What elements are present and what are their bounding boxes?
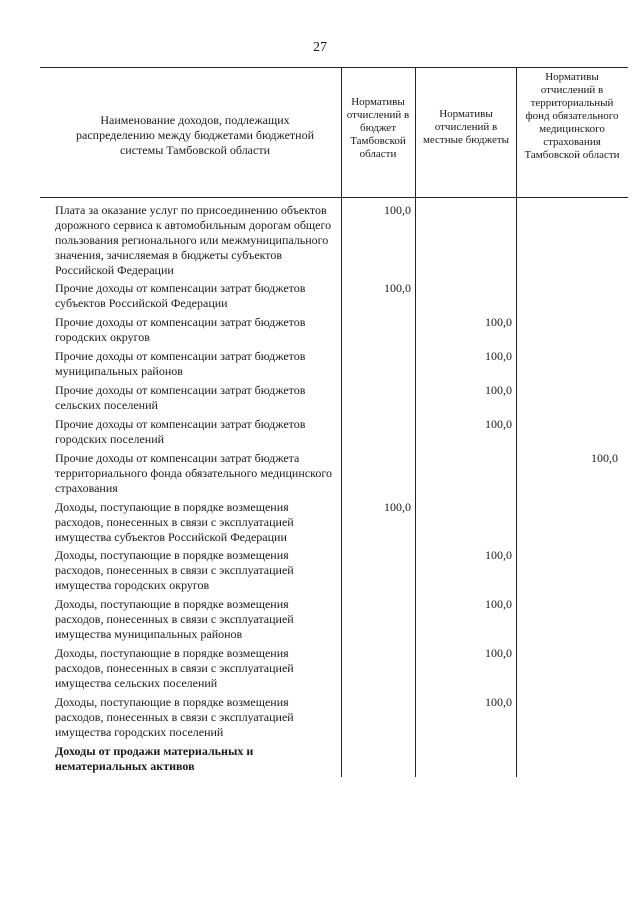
page-number: 27 — [313, 40, 327, 55]
header-col-regional: Нормативы отчислений в бюджет Тамбовской области — [346, 96, 410, 160]
row-name: Доходы от продажи материальных и нематериальных активов — [55, 744, 254, 773]
row-name: Доходы, поступающие в порядке возмещения расходов, понесенных в связи с эксплуатацией имущества субъектов Российской Федерации — [55, 500, 294, 544]
header-col-local: Нормативы отчислений в местные бюджеты — [422, 108, 510, 146]
table-top-rule — [40, 67, 628, 68]
row-name: Прочие доходы от компенсации затрат бюджета территориального фонда обязательного медицинского страхования — [55, 451, 332, 495]
column-divider-2 — [415, 67, 416, 777]
row-name: Доходы, поступающие в порядке возмещения расходов, понесенных в связи с эксплуатацией имущества сельских поселений — [55, 646, 294, 690]
row-value-local: 100,0 — [485, 315, 512, 329]
column-divider-3 — [516, 67, 517, 777]
row-name: Доходы, поступающие в порядке возмещения расходов, понесенных в связи с эксплуатацией имущества муниципальных районов — [55, 597, 294, 641]
row-value-local: 100,0 — [485, 349, 512, 363]
row-value-regional: 100,0 — [384, 500, 411, 514]
row-name: Доходы, поступающие в порядке возмещения расходов, понесенных в связи с эксплуатацией имущества городских поселений — [55, 695, 294, 739]
row-value-local: 100,0 — [485, 548, 512, 562]
row-value-regional: 100,0 — [384, 203, 411, 217]
row-value-regional: 100,0 — [384, 281, 411, 295]
row-value-local: 100,0 — [485, 597, 512, 611]
row-name: Плата за оказание услуг по присоединению объектов дорожного сервиса к автомобильным дорогам общего пользования регионального или межмуниципального значения, зачисляемая в бюджеты субъектов Российской Федерации — [55, 203, 332, 277]
row-value-fund: 100,0 — [591, 451, 618, 465]
header-col-name: Наименование доходов, подлежащих распределению между бюджетами бюджетной системы Тамбовской области — [76, 113, 314, 157]
row-value-local: 100,0 — [485, 417, 512, 431]
row-value-local: 100,0 — [485, 695, 512, 709]
row-name: Прочие доходы от компенсации затрат бюджетов сельских поселений — [55, 383, 306, 412]
header-col-fund: Нормативы отчислений в территориальный фонд обязательного медицинского страхования Тамбовской области — [524, 71, 620, 161]
row-value-local: 100,0 — [485, 646, 512, 660]
row-name: Доходы, поступающие в порядке возмещения расходов, понесенных в связи с эксплуатацией имущества городских округов — [55, 548, 294, 592]
column-divider-1 — [341, 67, 342, 777]
row-name: Прочие доходы от компенсации затрат бюджетов городских округов — [55, 315, 306, 344]
header-bottom-rule — [40, 197, 628, 198]
row-value-local: 100,0 — [485, 383, 512, 397]
row-name: Прочие доходы от компенсации затрат бюджетов городских поселений — [55, 417, 306, 446]
row-name: Прочие доходы от компенсации затрат бюджетов субъектов Российской Федерации — [55, 281, 306, 310]
row-name: Прочие доходы от компенсации затрат бюджетов муниципальных районов — [55, 349, 306, 378]
